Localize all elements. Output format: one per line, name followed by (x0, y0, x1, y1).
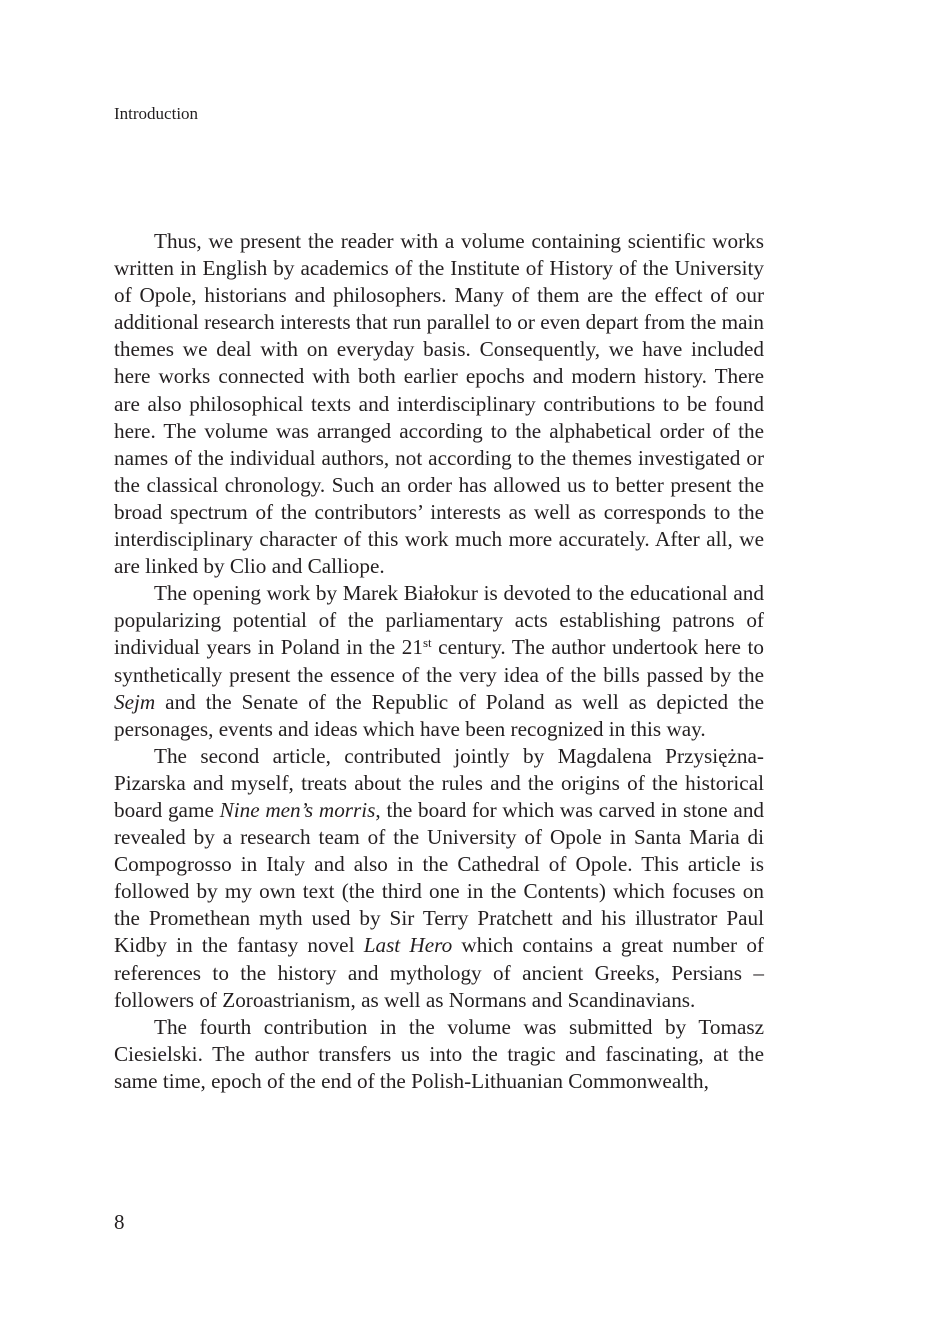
paragraph-1: Thus, we present the reader with a volume containing scientific works written in English by academics of the Institute of History of the University of Opole, historians and philosophers. Many of them are the effect of our additional research interests that run parallel to or even depart from the main themes we deal with on everyday basis. Consequently, we have included here works connected with both earlier epochs and modern history. There are also philosophical texts and interdisciplinary contributions to be found here. The volume was arranged according to the alphabetical order of the names of the individual authors, not according to the themes investigated or the classical chronology. Such an order has allowed us to better present the broad spectrum of the contributors’ interests as well as corresponds to the interdisciplinary character of this work much more accurately. After all, we are linked by Clio and Calliope. (114, 229, 764, 579)
paragraph-3-text-b: , the board for which was carved in stone and revealed by a research team of the University of Opole in Santa Maria di Compogrosso in Italy and also in the Cathedral of Opole. This article is followed by my own text (the third one in the Contents) which focuses on the Promethean myth used by Sir Terry Pratchett and his illustrator Paul Kidby in the fantasy novel (114, 797, 765, 958)
body-text (114, 228, 764, 1095)
italic-title-last-hero: Last Hero (363, 933, 453, 958)
ordinal-superscript: st (422, 635, 432, 651)
paragraph-2-text-c: and the Senate of the Republic of Poland as well as depicted the personages, events and ideas which have been recognized in this way. (114, 689, 764, 741)
paragraph-2-text-a: The opening work by Marek Białokur is devoted to the educational and popularizing potential of the parliamentary acts establishing patrons of individual years in Poland in the 21 (114, 581, 764, 660)
italic-term-sejm: Sejm (114, 689, 156, 714)
italic-title-nine-mens-morris: Nine men’s morris (219, 797, 376, 822)
paragraph-2-text-b: century. The author undertook here to synthetically present the essence of the very idea of the bills passed by the (114, 635, 765, 687)
paragraph-4: The fourth contribution in the volume was submitted by Tomasz Ciesielski. The author transfers us into the tragic and fascinating, at the same time, epoch of the end of the Polish-Lithuanian Commonwealth, (114, 1014, 764, 1093)
paragraph-3 (114, 743, 764, 1014)
paragraph-3-text-c: which contains a great number of references to the history and mythology of ancient Greeks, Persians – followers of Zoroastrianism, as well as Normans and Scandinavians. (114, 933, 764, 1012)
running-head: Introduction (114, 104, 199, 123)
paragraph-3-text-a: The second article, contributed jointly by Magdalena Przysiężna-Pizarska and myself, treats about the rules and the origins of the historical board game (114, 743, 764, 822)
paragraph-2 (114, 580, 764, 743)
page-number: 8 (114, 1210, 125, 1234)
